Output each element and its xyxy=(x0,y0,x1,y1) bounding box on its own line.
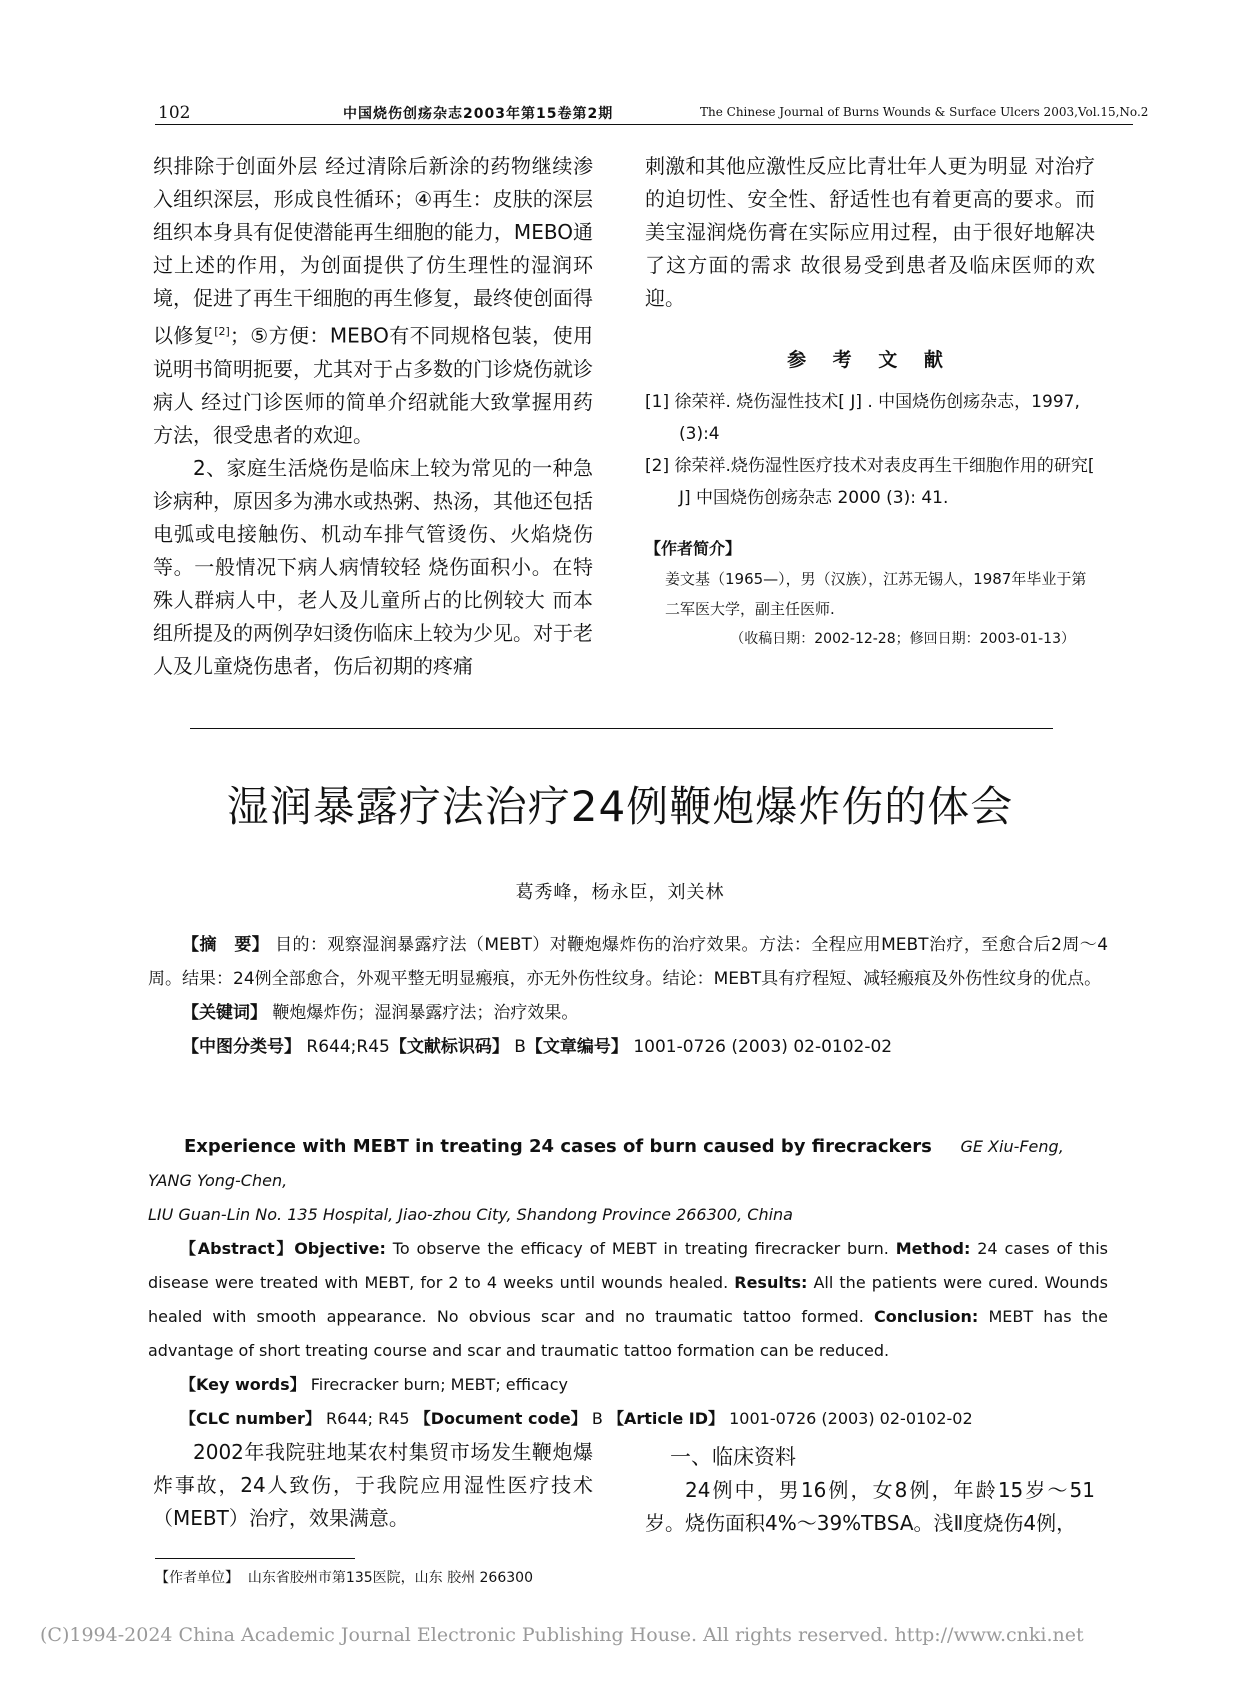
author-intro-label: 【作者简介】 xyxy=(645,539,742,558)
reference-item: [1] 徐荣祥. 烧伤湿性技术[ J] . 中国烧伤创疡杂志，1997,(3):4 xyxy=(645,392,1080,444)
clinical-data-paragraph: 24例中，男16例，女8例，年龄15岁～51岁。烧伤面积4%～39%TBSA。浅Ⅱ度烧伤4例， xyxy=(645,1478,1095,1535)
author-intro: 姜文基（1965—），男（汉族），江苏无锡人，1987年毕业于第二军医大学，副主任医师. xyxy=(665,570,1087,618)
prev-article-left-column xyxy=(153,150,593,683)
references-heading: 参 考 文 献 xyxy=(787,349,953,371)
reference-item: [2] 徐荣祥.烧伤湿性医疗技术对表皮再生干细胞作用的研究[ J] 中国烧伤创疡杂志 2000 (3): 41. xyxy=(645,456,1095,508)
citation-ref: [2] xyxy=(214,325,230,338)
intro-column xyxy=(153,1436,593,1535)
english-classification: 【CLC number】 R644; R45 【Document code】 B 【Article ID】 1001-0726 (2003) 02-0102-02 xyxy=(180,1409,973,1428)
clinical-data-column xyxy=(645,1440,1095,1540)
received-dates: （收稿日期：2002-12-28；修回日期：2003-01-13） xyxy=(730,631,1075,647)
article-divider xyxy=(190,728,1053,729)
classification-cn: 【中图分类号】 R644;R45【文献标识码】 B【文章编号】 1001-0726 (2003) 02-0102-02 xyxy=(182,1037,893,1057)
abstract-en xyxy=(148,1130,1108,1436)
english-abstract-body: 【Abstract】Objective: To observe the efficacy of MEBT in treating firecracker burn. Method: 24 cases of this disease were treated with MEBT, for 2 to 4 weeks until wounds healed. Results: All the patients were cured. Wounds healed with smooth appearance. No obvious scar and no traumatic tattoo formed. Conclusion: MEBT has the advantage of short treating course and scar and traumatic tattoo formation can be reduced. xyxy=(148,1239,1109,1360)
page-number: 102 xyxy=(158,103,191,123)
author-unit-footnote: 【作者单位】 山东省胶州市第135医院，山东 胶州 266300 xyxy=(155,1570,533,1586)
prev-paragraph-1: 织排除于创面外层 经过清除后新涂的药物继续渗入组织深层，形成良性循环；④再生：皮肤的深层组织本身具有促使潜能再生细胞的能力，MEBO通过上述的作用，为创面提供了仿生理性的湿润环境，促进了再生干细胞的再生修复，最终使创面得以修复[2]；⑤方便：MEBO有不同规格包装，使用说明书简明扼要，尤其对于占多数的门诊烧伤就诊病人 经过门诊医师的简单介绍就能大致掌握用药方法，很受患者的欢迎。 xyxy=(153,154,594,447)
english-keywords: 【Key words】 Firecracker burn; MEBT; efficacy xyxy=(180,1375,568,1394)
running-header-en: The Chinese Journal of Burns Wounds & Surface Ulcers 2003,Vol.15,No.2 xyxy=(700,105,1149,119)
english-title: Experience with MEBT in treating 24 cases of burn caused by firecrackers GE Xiu-Feng, YANG Yong-Chen, xyxy=(148,1136,1064,1190)
section-heading: 一、临床资料 xyxy=(670,1445,796,1469)
header-rule xyxy=(155,124,1133,125)
article-title: 湿润暴露疗法治疗24例鞭炮爆炸伤的体会 xyxy=(226,782,1014,831)
copyright-notice: (C)1994-2024 China Academic Journal Electronic Publishing House. All rights reserved. http://www.cnki.net xyxy=(40,1624,1084,1646)
prev-article-right-column xyxy=(645,150,1095,654)
intro-paragraph: 2002年我院驻地某农村集贸市场发生鞭炮爆炸事故，24人致伤，于我院应用湿性医疗技术（MEBT）治疗，效果满意。 xyxy=(153,1440,593,1530)
running-header-cn: 中国烧伤创疡杂志2003年第15卷第2期 xyxy=(343,106,614,122)
prev-paragraph-2: 2、家庭生活烧伤是临床上较为常见的一种急诊病种，原因多为沸水或热粥、热汤，其他还包括电弧或电接触伤、机动车排气管烫伤、火焰烧伤等。一般情况下病人病情较轻 烧伤面积小。在特殊人群病人中，老人及儿童所占的比例较大 而本组所提及的两例孕妇烫伤临床上较为少见。对于老人及儿童烧伤患者，伤后初期的疼痛 xyxy=(153,455,593,678)
prev-paragraph-3: 刺激和其他应激性反应比青壮年人更为明显 对治疗的迫切性、安全性、舒适性也有着更高的要求。而美宝湿润烧伤膏在实际应用过程，由于很好地解决了这方面的需求 故很易受到患者及临床医师的欢迎。 xyxy=(645,154,1095,310)
footnote-rule xyxy=(155,1558,355,1559)
abstract-cn xyxy=(148,928,1108,1064)
keywords-cn: 【关键词】 鞭炮爆炸伤；湿润暴露疗法；治疗效果。 xyxy=(182,1003,579,1023)
abstract-cn-body: 【摘 要】 目的：观察湿润暴露疗法（MEBT）对鞭炮爆炸伤的治疗效果。方法：全程应用MEBT治疗，至愈合后2周～4周。结果：24例全部愈合，外观平整无明显瘢痕，亦无外伤性纹身。结论：MEBT具有疗程短、减轻瘢痕及外伤性纹身的优点。 xyxy=(148,935,1109,989)
article-authors: 葛秀峰，杨永臣，刘关林 xyxy=(515,882,725,903)
english-affiliation: LIU Guan-Lin No. 135 Hospital, Jiao-zhou City, Shandong Province 266300, China xyxy=(148,1205,793,1224)
